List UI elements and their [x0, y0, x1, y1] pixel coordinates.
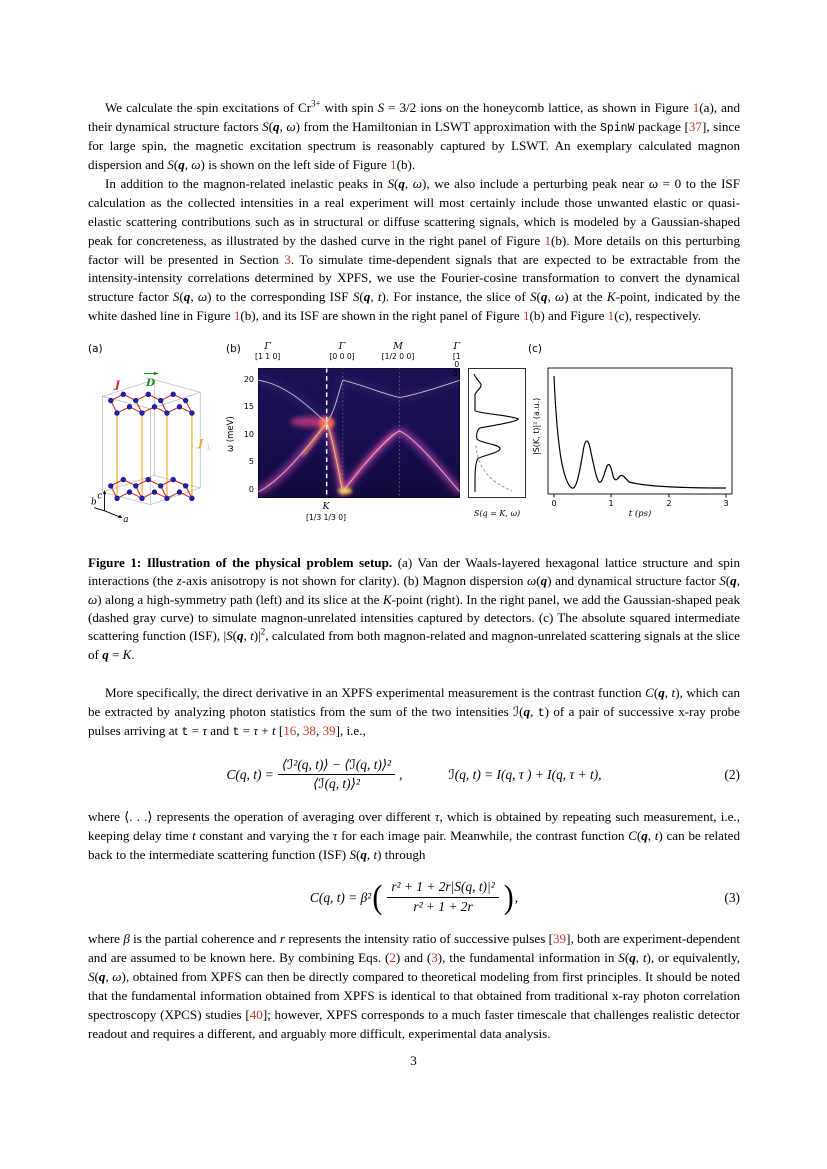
text-run: β — [123, 931, 130, 947]
text-run: ) — [295, 118, 301, 134]
text-run: t — [192, 827, 196, 843]
text-run: = 3/2 ions on the honeycomb lattice, as shown in Figure — [384, 100, 693, 115]
text-run: and — [207, 723, 233, 739]
text-run: q — [102, 646, 109, 662]
y-tick: 10 — [243, 430, 254, 440]
panel-a-label: (a) — [88, 342, 103, 355]
text-run: (b), and its ISF are shown in the right panel of Figure — [240, 308, 523, 324]
text-run: ) — [200, 157, 205, 173]
text-run: , — [366, 846, 374, 862]
text-run: C — [628, 827, 637, 843]
text-run: is shown on the left side of Figure — [204, 157, 391, 173]
text-run: q — [273, 118, 280, 134]
text-run: and dynamical structure factor — [551, 573, 720, 589]
jperp-coupling-label: J — [198, 437, 204, 450]
isf-frame — [548, 368, 732, 494]
text-run: ) — [207, 289, 212, 305]
text-run: ] — [701, 118, 707, 134]
figure-panel-a — [88, 342, 226, 540]
text-run: In addition to the magnon-related inelastic peaks in — [105, 176, 388, 192]
equation-3 — [88, 877, 740, 917]
eq3-left-paren: ( — [372, 878, 383, 916]
text-run: with spin — [320, 100, 378, 115]
jperp-subscript: ⊥ — [205, 443, 212, 452]
reference-link[interactable]: 1 — [233, 308, 241, 324]
text-run: (a) Van der Waals-layered hexagonal lattice structure and spin interactions (the — [88, 554, 740, 589]
text-run: ), the fundamental information in — [437, 950, 619, 966]
text-run: ( — [232, 628, 237, 644]
eq3-lhs: C(q, t) = β² — [309, 889, 372, 905]
text-run: τ — [202, 723, 207, 739]
slice-x-axis-label: S(q = K, ω) — [473, 508, 521, 518]
text-run: package [ — [634, 118, 689, 134]
text-run: ) — [675, 684, 680, 700]
text-run: ] — [262, 1006, 268, 1022]
text-run: , — [315, 723, 323, 739]
text-run: S — [387, 176, 394, 192]
reference-link[interactable]: 3 — [431, 950, 438, 966]
text-run: t — [232, 726, 240, 740]
text-run: , — [105, 969, 113, 985]
panel-c-label: (c) — [528, 342, 542, 355]
text-run: ( — [519, 703, 524, 719]
text-run: ( — [536, 289, 541, 305]
text-run: ( — [355, 846, 361, 862]
text-run: ( — [636, 827, 642, 843]
eq3-number: (3) — [724, 889, 740, 905]
eq2-comma: , — [399, 767, 403, 783]
paragraph-3 — [88, 684, 740, 742]
text-run: Figure 1: Illustration of the physical problem setup. — [88, 554, 393, 570]
text-run: -point, indicated by the white dashed line in Figure — [88, 289, 741, 324]
text-run: ) — [564, 289, 569, 305]
text-run: + — [258, 723, 272, 739]
text-run: , — [404, 176, 413, 192]
text-run: S — [719, 573, 726, 589]
text-run: , — [279, 118, 287, 134]
text-run: S — [88, 969, 95, 985]
text-run: t — [654, 827, 659, 843]
text-run: = 0 to the ISF calculation as the collected intensities in a real experiment will most certainly include those unwanted elastic or quasi-elastic scattering contributions such as in structural or diffuse scattering signals, which is modeled by a Gaussian-shaped peak for concreteness, as illustrated by the dashed curve in the right panel of Figure — [88, 176, 741, 248]
text-run: , — [664, 684, 672, 700]
text-run: for each image pair. Meanwhile, the contrast function — [337, 827, 629, 843]
b-axis-label: b — [91, 497, 97, 508]
reference-link[interactable]: 1 — [522, 308, 530, 324]
text-run: -axis anisotropy is not shown for clarity). (b) Magnon dispersion — [181, 573, 527, 589]
lattice-structure-drawing — [90, 350, 220, 526]
magnon-dispersion-heatmap — [258, 368, 460, 498]
reference-link[interactable]: 2 — [389, 950, 396, 966]
text-run: SpinW — [599, 121, 635, 135]
text-run: = — [188, 723, 203, 739]
text-run: through — [381, 846, 426, 862]
panel-b-top-ticks — [255, 340, 461, 378]
text-run: = — [239, 723, 254, 739]
eq3-right-paren: ) — [503, 878, 514, 916]
text-run: q — [183, 289, 191, 305]
text-run: [ — [275, 723, 284, 739]
text-run: constant and varying the — [195, 827, 333, 843]
text-run: (c), respectively. — [614, 308, 701, 324]
y-tick: 20 — [243, 375, 254, 385]
text-run: r — [279, 931, 285, 947]
panel-b-label: (b) — [226, 342, 241, 355]
reference-link[interactable]: 1 — [607, 308, 615, 324]
text-run: ⟩ represents the operation of averaging over different — [147, 808, 435, 824]
text-run: q — [641, 827, 648, 843]
figure-1 — [88, 342, 740, 542]
c-axis-label: c — [97, 491, 103, 502]
text-run: ( — [624, 950, 630, 966]
reference-link[interactable]: 3 — [284, 251, 291, 267]
text-run: ) — [377, 846, 382, 862]
text-run: , which is obtained by repeating such measurement, i.e., keeping delay time — [88, 808, 740, 843]
text-run: , — [243, 628, 251, 644]
text-run: ( — [653, 684, 659, 700]
text-run: ] — [566, 931, 571, 947]
text-run: ) — [544, 703, 549, 719]
text-run: . . . — [129, 808, 148, 824]
top-tick-m-point: M [1/2 0 0] — [381, 340, 415, 361]
text-run: to the corresponding ISF — [211, 289, 353, 305]
x-tick: 2 — [666, 498, 672, 508]
eq2-number: (2) — [724, 767, 740, 783]
reference-link[interactable]: 39 — [552, 931, 567, 947]
text-run: ℐ — [513, 703, 520, 719]
text-run: at the — [568, 289, 607, 305]
text-run: ( — [393, 176, 399, 192]
text-run: ω — [197, 289, 208, 305]
figure-1-panels — [88, 342, 740, 542]
reference-link[interactable]: 39 — [322, 723, 336, 739]
text-run: (a), and their dynamical structure factors — [88, 100, 740, 134]
text-run: More specifically, the direct derivative in an XPFS experimental measurement is the contrast function — [105, 684, 646, 700]
text-run: S — [349, 846, 356, 862]
figure-panel-c — [528, 342, 740, 540]
text-run: , since for large spin, the magnetic excitation spectrum is reasonably captured by LSWT. An exemplary calculated magnon dispersion and — [88, 118, 741, 173]
text-run: S — [377, 100, 385, 115]
text-run: t — [377, 289, 382, 305]
text-run: t — [250, 628, 254, 644]
reference-link[interactable]: 1 — [544, 232, 551, 248]
text-run: ] — [335, 723, 340, 739]
text-run: We calculate the spin excitations of Cr — [105, 100, 312, 115]
x-tick: 0 — [551, 498, 557, 508]
text-run: , — [184, 157, 192, 173]
equation-2 — [88, 755, 740, 795]
eq2-denominator: ⟨ℐ(q, t)⟩² — [313, 776, 360, 792]
text-run: of a pair of successive x-ray probe pulses arriving at — [88, 703, 740, 739]
text-run: q — [98, 969, 106, 985]
text-run: ) — [97, 591, 102, 607]
text-run: C — [645, 684, 654, 700]
text-run: S — [529, 289, 537, 305]
y-tick: 15 — [243, 402, 254, 412]
text-run: ) — [646, 950, 651, 966]
paragraph-4 — [88, 808, 740, 865]
text-run: , which can be extracted by analyzing photon statistics from the sum of the two intensities — [88, 684, 741, 719]
text-run: , — [530, 703, 538, 719]
reference-link[interactable]: 1 — [692, 100, 700, 115]
text-run: t — [537, 706, 545, 720]
text-run: t — [181, 726, 189, 740]
text-run: , — [635, 950, 643, 966]
figure-panel-b — [226, 342, 528, 540]
text-run: S — [262, 118, 269, 134]
top-tick-gamma-100: Γ [1 0 0] — [452, 340, 461, 378]
text-run: along a high-symmetry path (left) and its slice at the — [101, 591, 383, 607]
text-run: ( — [268, 118, 274, 134]
panel-b-y-ticks — [240, 368, 256, 498]
text-run: t — [271, 723, 276, 739]
text-run: K — [606, 289, 616, 305]
text-run: t — [642, 950, 647, 966]
text-run: ω — [191, 157, 201, 173]
text-run: , both are experiment-dependent and are assumed to be known here. By combining Eqs. ( — [88, 931, 741, 966]
text-run: τ — [332, 827, 338, 843]
text-run: S — [618, 950, 625, 966]
text-run: ( — [173, 157, 179, 173]
text-run: (b). — [396, 157, 416, 173]
text-run: K — [382, 591, 392, 607]
text-run: ( — [725, 573, 731, 589]
text-run: | — [223, 628, 227, 644]
d-vector-arrowhead — [154, 372, 159, 376]
text-run: ω — [555, 289, 565, 305]
k-slice-subplot — [468, 368, 526, 519]
text-run: ( — [359, 289, 364, 305]
text-run: represents the intensity ratio of successive pulses [ — [285, 931, 553, 947]
text-run: , i.e., — [339, 723, 366, 739]
text-run: , — [647, 827, 655, 843]
text-run: . For instance, the slice of — [385, 289, 530, 305]
text-run: , — [296, 723, 303, 739]
text-run: τ — [434, 808, 440, 824]
text-run: (b). More details on this perturbing factor will be presented in Section — [88, 232, 740, 267]
x-tick-marks — [554, 494, 726, 498]
text-run: q — [540, 573, 548, 589]
text-run: -point (right). In the right panel, we add the Gaussian-shaped peak (dashed gray curve) to simulate magnon-unrelated intensities captured by detectors. (c) The absolute squared intermediate scattering function (ISF), — [88, 591, 740, 644]
text-run: , calculated from both magnon-related and magnon-unrelated scattering signals at the slice of — [88, 628, 740, 662]
paragraph-2 — [88, 175, 740, 326]
text-run: . — [131, 646, 135, 662]
text-run: where ⟨ — [88, 808, 130, 824]
reference-link[interactable]: 37 — [688, 118, 702, 134]
text-run: S — [352, 289, 360, 305]
panel-b-y-axis-label: ω (meV) — [226, 415, 236, 452]
reference-link[interactable]: 16 — [283, 723, 297, 739]
d-vector-label: D — [146, 376, 156, 389]
text-run: ) — [422, 176, 427, 192]
text-run: q — [237, 628, 244, 644]
text-run: (b) and Figure — [529, 308, 608, 324]
text-run: ) — [547, 573, 552, 589]
x-tick: 1 — [608, 498, 614, 508]
text-run: from the Hamiltonian in LSWT approximation with the — [300, 118, 600, 134]
page-number: 3 — [410, 1053, 417, 1068]
text-run: S — [172, 289, 180, 305]
text-run: ω — [286, 118, 296, 134]
x-tick-labels — [551, 499, 728, 508]
text-run: , — [736, 573, 740, 589]
text-run: = — [108, 646, 123, 662]
text-run: t — [671, 684, 676, 700]
text-run: , — [370, 289, 378, 305]
j-coupling-label: J — [114, 378, 120, 391]
top-tick-gamma-000: Γ [0 0 0] — [329, 340, 355, 361]
figure-caption — [88, 554, 740, 664]
reference-link[interactable]: 40 — [249, 1006, 263, 1022]
text-run: , obtained from XPFS can then be directly compared to theoretical modeling from first principles. It should be noted that the fundamental information obtained from XPFS is identical to that obtained from traditional x-ray photon correlation spectroscopy (XPCS) studies [ — [88, 969, 741, 1022]
eq2-fraction — [278, 757, 395, 794]
text-run: . To simulate time-dependent signals that are expected to be extractable from the intensity-intensity correlations determined by XPFS, we use the Fourier-cosine transformation to convert the dynamical structure factor — [88, 251, 741, 305]
text-run: , — [547, 289, 555, 305]
x-tick: 3 — [723, 498, 729, 508]
text-run: q — [629, 950, 636, 966]
text-run: ( — [94, 969, 99, 985]
text-run: is the partial coherence and — [129, 931, 280, 947]
text-run: z — [176, 573, 182, 589]
reference-link[interactable]: 1 — [390, 157, 397, 173]
text-run: ω — [527, 573, 537, 589]
text-run: ( — [179, 289, 184, 305]
text-run: , — [190, 289, 198, 305]
top-tick-gamma-110: Γ [1 1 0] — [255, 340, 281, 361]
text-run: t — [373, 846, 378, 862]
isf-x-axis-label: t (ps) — [628, 508, 652, 518]
intralayer-bonds-j — [111, 394, 192, 498]
text-run: ; however, XPFS corresponds to a much faster timescale that challenges realistic detector readout and requires a different, and arguably more difficult, experimental data analysis. — [88, 1006, 740, 1041]
text-run: S — [167, 157, 174, 173]
text-run: 2 — [260, 626, 266, 637]
text-run: , we also include a perturbing peak near — [426, 176, 649, 192]
text-run: q — [398, 176, 405, 192]
text-run: ) — [658, 827, 663, 843]
text-run: 3+ — [311, 98, 321, 109]
text-run: q — [730, 573, 737, 589]
eq3-fraction — [387, 879, 498, 916]
text-run: q — [658, 684, 665, 700]
text-run: ω — [88, 591, 98, 607]
text-run: q — [540, 289, 548, 305]
text-run: ω — [112, 969, 122, 985]
dispersion-heatmap-area — [255, 340, 461, 522]
eq2-rhs: ℐ(q, t) = I(q, τ ) + I(q, τ + t), — [448, 767, 602, 783]
bottom-tick-k-point: K [1/3 1/3 0] — [305, 500, 347, 522]
k-slice-plot — [468, 368, 526, 498]
text-run: q — [360, 846, 367, 862]
text-run: ) and ( — [395, 950, 432, 966]
paragraph-5 — [88, 930, 740, 1043]
paragraph-1 — [88, 99, 740, 175]
text-run: can be related back to the intermediate scattering function (ISF) — [88, 827, 740, 862]
text-run: where — [88, 931, 124, 947]
text-run: q — [178, 157, 185, 173]
eq3-numerator: r² + 1 + 2r|S(q, t)|² — [387, 879, 498, 898]
eq3-denominator: r² + 1 + 2r — [413, 898, 473, 914]
text-run: τ — [253, 723, 258, 739]
eq2-lhs: C(q, t) = — [226, 767, 274, 783]
y-tick: 0 — [248, 485, 254, 495]
text-run: K — [122, 646, 132, 662]
eq3-comma: , — [514, 889, 519, 905]
text-run: ) — [121, 969, 126, 985]
text-run: ) — [381, 289, 386, 305]
reference-link[interactable]: 38 — [302, 723, 316, 739]
text-run: )| — [253, 628, 261, 644]
text-run: , or equivalently, — [650, 950, 740, 966]
panel-c-y-axis-label: |S(K, t)|² (a.u.) — [532, 397, 541, 455]
text-run: ( — [536, 573, 541, 589]
text-run: ω — [412, 176, 423, 192]
eq2-numerator: ⟨ℐ²(q, t)⟩ − ⟨ℐ(q, t)⟩² — [278, 757, 395, 776]
isf-plot — [542, 364, 738, 518]
text-run: q — [363, 289, 371, 305]
text-run: ω — [648, 176, 659, 192]
y-tick: 5 — [248, 457, 254, 467]
text-run: S — [226, 628, 233, 644]
text-run: q — [523, 703, 531, 719]
a-axis-label: a — [123, 515, 129, 526]
